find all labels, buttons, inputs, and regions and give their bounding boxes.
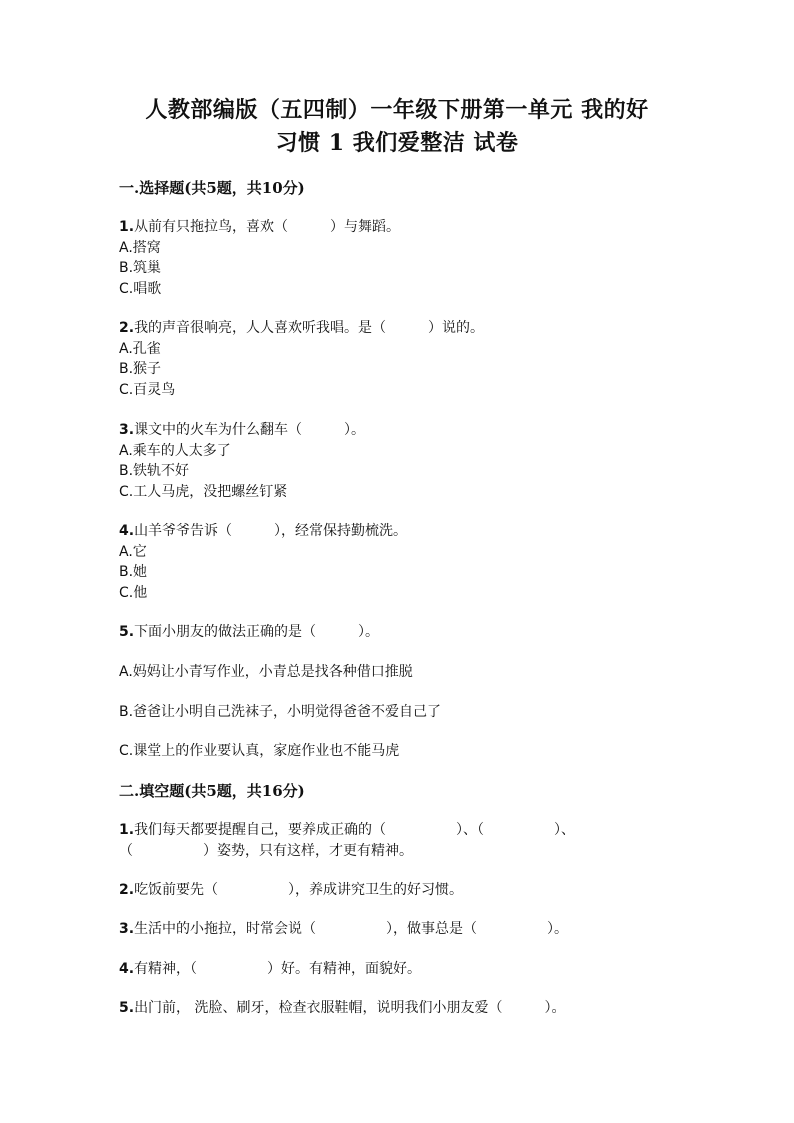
section-heading-choice: 一.选择题(共5题，共10分) bbox=[119, 179, 305, 197]
question-stem: 2.我的声音很响亮，人人喜欢听我唱。是（ ）说的。 bbox=[119, 320, 485, 336]
section-heading-fill-blank: 二.填空题(共5题，共16分) bbox=[119, 782, 305, 800]
question-stem: 5.出门前， 洗脸、刷牙，检查衣服鞋帽，说明我们小朋友爱（ ）。 bbox=[119, 1000, 566, 1016]
answer-option: C.百灵鸟 bbox=[119, 382, 176, 398]
answer-option: B.爸爸让小明自己洗袜子，小明觉得爸爸不爱自己了 bbox=[119, 704, 442, 720]
title-line-2: 习惯 1 我们爱整洁 试卷 bbox=[275, 130, 519, 156]
answer-option: A.妈妈让小青写作业，小青总是找各种借口推脱 bbox=[119, 664, 413, 680]
answer-option: C.课堂上的作业要认真，家庭作业也不能马虎 bbox=[119, 743, 400, 759]
answer-option: C.唱歌 bbox=[119, 281, 162, 297]
title-line-1: 人教部编版（五四制）一年级下册第一单元 我的好 bbox=[145, 97, 649, 123]
question-stem: 5.下面小朋友的做法正确的是（ ）。 bbox=[119, 624, 380, 640]
answer-option: A.它 bbox=[119, 544, 147, 560]
document-title bbox=[120, 94, 674, 160]
answer-option: B.她 bbox=[119, 564, 148, 580]
answer-option: B.猴子 bbox=[119, 361, 162, 377]
question-stem: 1.我们每天都要提醒自己，要养成正确的（ ）、（ ）、 bbox=[119, 822, 576, 838]
answer-option: A.搭窝 bbox=[119, 240, 161, 256]
answer-option: A.孔雀 bbox=[119, 341, 161, 357]
question-stem: 3.课文中的火车为什么翻车（ ）。 bbox=[119, 422, 366, 438]
answer-option: B.铁轨不好 bbox=[119, 463, 190, 479]
question-stem: 3.生活中的小拖拉，时常会说（ ），做事总是（ ）。 bbox=[119, 921, 569, 937]
answer-option: C.他 bbox=[119, 585, 148, 601]
question-stem-continued: （ ）姿势，只有这样，才更有精神。 bbox=[119, 843, 413, 859]
answer-option: B.筑巢 bbox=[119, 260, 162, 276]
answer-option: A.乘车的人太多了 bbox=[119, 443, 231, 459]
question-stem: 2.吃饭前要先（ ），养成讲究卫生的好习惯。 bbox=[119, 882, 464, 898]
question-stem: 4.有精神，（ ）好。有精神，面貌好。 bbox=[119, 961, 422, 977]
question-stem: 4.山羊爷爷告诉（ ），经常保持勤梳洗。 bbox=[119, 523, 408, 539]
answer-option: C.工人马虎，没把螺丝钉紧 bbox=[119, 484, 288, 500]
question-stem: 1.从前有只拖拉鸟，喜欢（ ）与舞蹈。 bbox=[119, 219, 401, 235]
